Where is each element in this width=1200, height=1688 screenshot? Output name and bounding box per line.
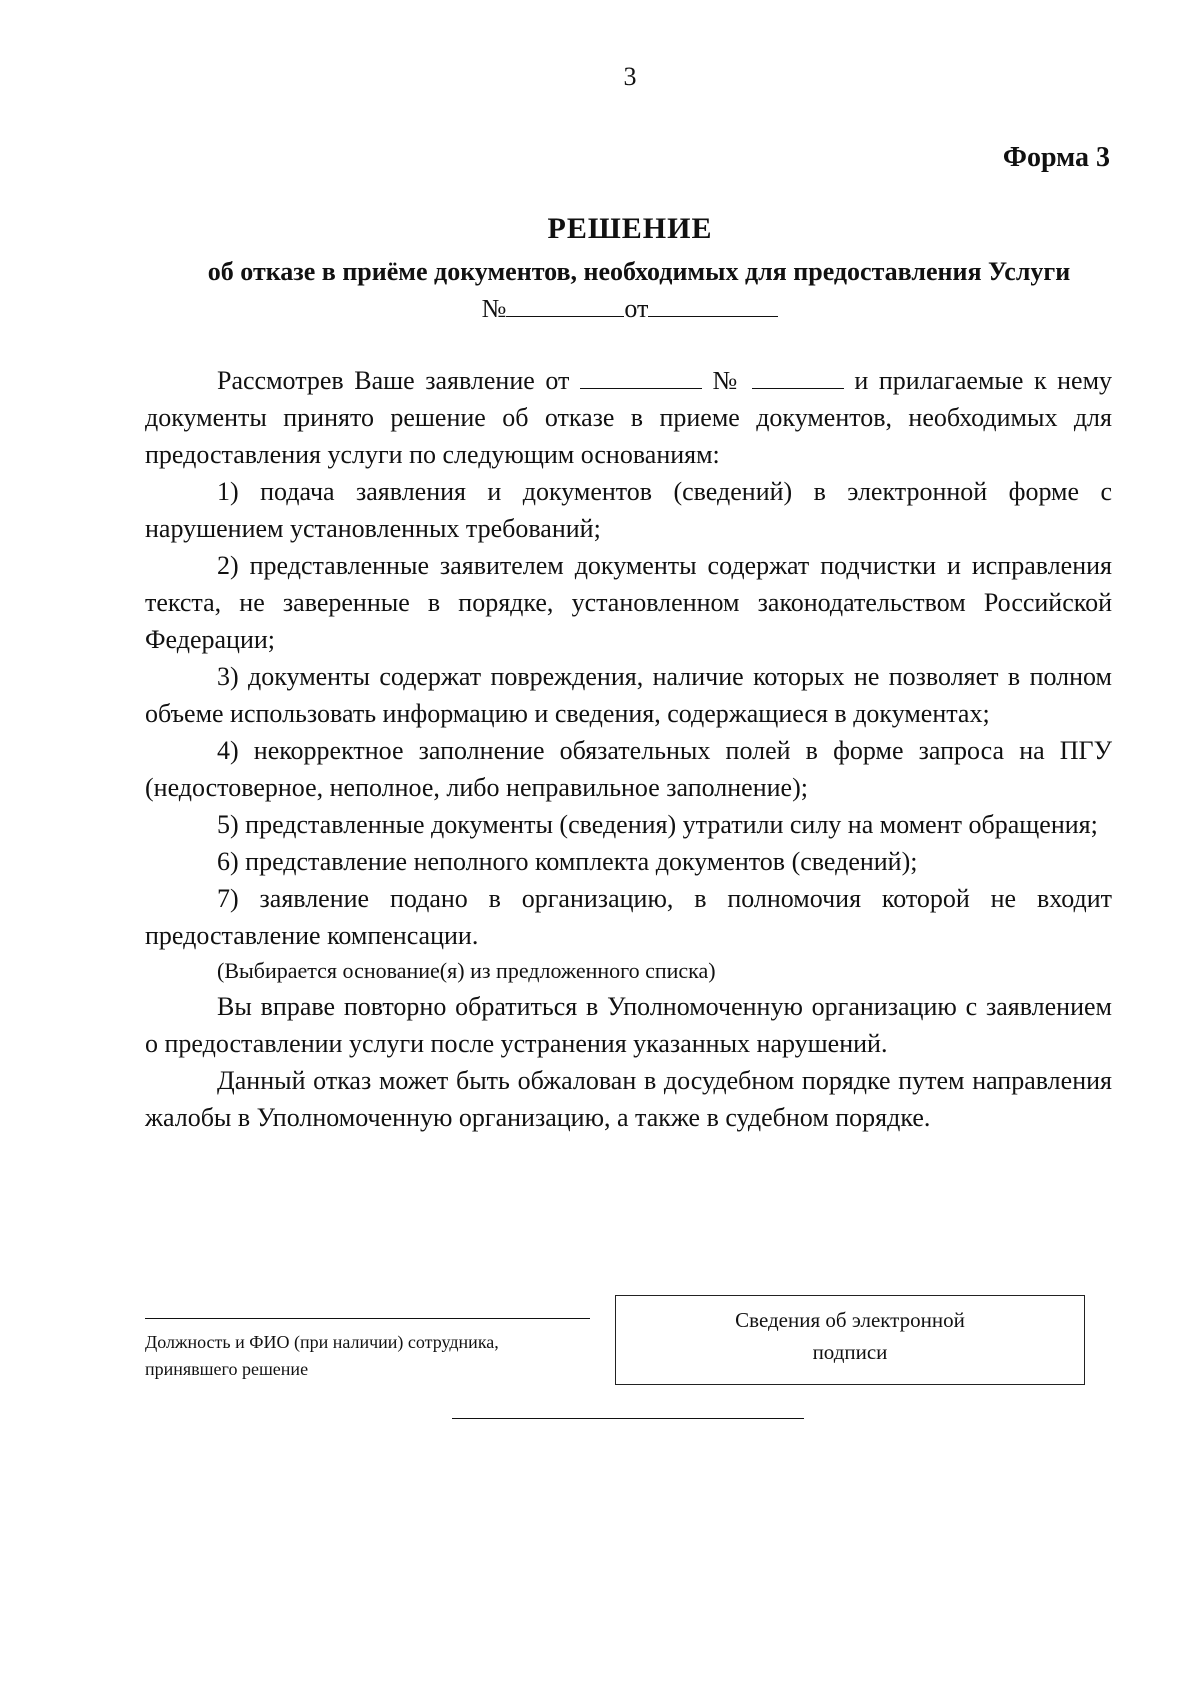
intro-paragraph — [145, 362, 1112, 473]
application-date-blank — [580, 364, 702, 389]
decision-number-line — [0, 292, 1200, 324]
date-label: от — [624, 294, 649, 323]
reason-item: 4) некорректное заполнение обязательных полей в форме запроса на ПГУ (недостоверное, неполное, либо неправильное заполнение); — [145, 736, 1112, 802]
signature-line — [145, 1318, 590, 1319]
date-blank — [648, 292, 778, 317]
document-subtitle: об отказе в приёме документов, необходимых для предоставления Услуги — [207, 257, 1071, 286]
number-blank — [506, 292, 624, 317]
document-title: РЕШЕНИЕ — [547, 212, 713, 245]
electronic-signature-box — [615, 1295, 1085, 1385]
reason-item: 7) заявление подано в организацию, в полномочия которой не входит предоставление компенсации. — [145, 884, 1112, 950]
application-number-blank — [752, 364, 844, 389]
reason-item: 2) представленные заявителем документы содержат подчистки и исправления текста, не заверенные в порядке, установленном законодательством Российской Федерации; — [145, 551, 1112, 654]
esign-line1: Сведения об электронной — [735, 1308, 965, 1332]
document-body — [145, 362, 1112, 1136]
intro-part2: № — [712, 366, 742, 395]
signature-caption: Должность и ФИО (при наличии) сотрудника, принявшего решение — [145, 1332, 499, 1379]
selection-note: (Выбирается основание(я) из предложенного списка) — [217, 958, 716, 983]
page-number: 3 — [623, 62, 637, 91]
reason-item: 1) подача заявления и документов (сведений) в электронной форме с нарушением установленных требований; — [145, 477, 1112, 543]
reason-item: 5) представленные документы (сведения) утратили силу на момент обращения; — [217, 810, 1098, 839]
intro-part1: Рассмотрев Ваше заявление от — [217, 366, 570, 395]
reapply-paragraph: Вы вправе повторно обратиться в Уполномоченную организацию с заявлением о предоставлении услуги после устранения указанных нарушений. — [145, 992, 1112, 1058]
appeal-paragraph: Данный отказ может быть обжалован в досудебном порядке путем направления жалобы в Уполномоченную организацию, а также в судебном порядке. — [145, 1066, 1112, 1132]
intro-part3: и прилагаемые к нему документы принято решение об отказе в приеме документов, необходимых для предоставления услуги по следующим основаниям: — [145, 366, 1113, 469]
signature-block — [145, 1318, 590, 1383]
esign-line2: подписи — [812, 1340, 888, 1364]
reason-item: 3) документы содержат повреждения, наличие которых не позволяет в полном объеме использовать информацию и сведения, содержащиеся в документах; — [145, 662, 1112, 728]
number-label: № — [481, 294, 507, 323]
bottom-divider — [452, 1418, 804, 1419]
form-label: Форма 3 — [1002, 142, 1110, 173]
reason-item: 6) представление неполного комплекта документов (сведений); — [217, 847, 918, 876]
